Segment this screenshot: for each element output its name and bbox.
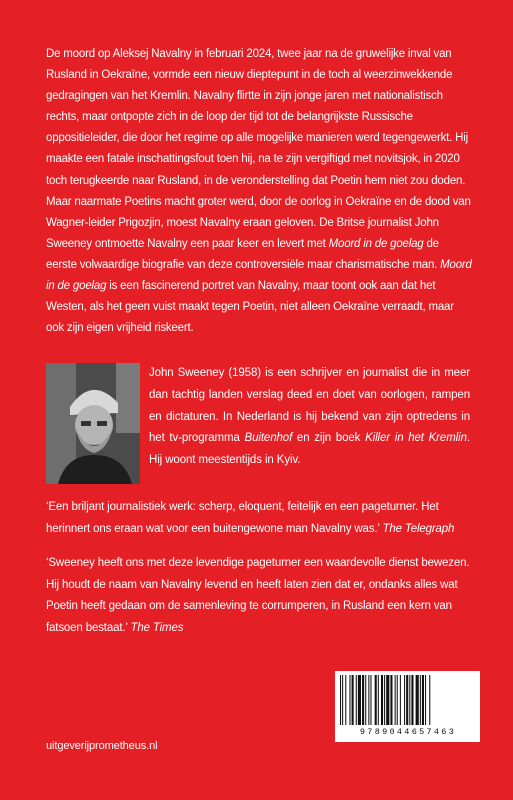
barcode-bar (345, 675, 346, 725)
quote-source: The Telegraph (382, 522, 455, 535)
barcode-bar (420, 675, 421, 725)
barcode-bar (425, 675, 426, 725)
barcode-bar (411, 675, 413, 725)
barcode-bar (400, 675, 401, 725)
review-quote (46, 497, 476, 540)
barcode-bar (429, 675, 430, 725)
barcode-bars (340, 675, 475, 725)
barcode-bar (386, 675, 389, 725)
book-title: Moord in de goelag (46, 258, 472, 293)
barcode-bar (406, 675, 408, 725)
barcode-bar (375, 675, 377, 725)
barcode-bar (384, 675, 385, 725)
barcode-bar (390, 675, 392, 725)
blurb-part: is een fascinerend portret van Navalny, maar toont ook aan dat het Westen, als het geen vuist maakt tegen Poetin, niet alleen Oekraïne verraadt, maar ook zijn eigen vrijheid riskeert. (46, 280, 454, 335)
author-bio: John Sweeney (1958) is een schrijver en journalist die in meer dan tachtig landen verslag deed en doet van oorlogen, rampen en dictaturen. In Nederland is hij bekend van zijn optredens in het tv-programma Buitenhof en zijn boek Killer in het Kremlin. Hij woont meestentijds in Kyiv. (149, 367, 471, 467)
barcode-bar (340, 675, 341, 725)
barcode-bar (349, 675, 350, 725)
blurb-part: de eerste volwaardige biografie van deze controversiële maar charismatische man. (46, 237, 441, 271)
barcode (335, 671, 480, 742)
barcode-bar (422, 675, 424, 725)
book-title: Moord in de goelag (328, 237, 424, 250)
barcode-bar (416, 675, 419, 725)
barcode-bar (368, 675, 369, 725)
quote-text: ‘Sweeney heeft ons met deze levendige pageturner een waardevolle dienst bewezen. Hij houdt de naam van Navalny levend en heeft laten zien dat er, ondanks alles wat Poetin heeft gedaan om de samenleving te corrumperen, in Rusland een kern van fatsoen bestaat.’ (46, 557, 470, 634)
barcode-bar (362, 675, 364, 725)
review-quote (46, 553, 476, 639)
blurb-part: De moord op Aleksej Navalny in februari 2024, twee jaar na de gruwelijke inval van Rusland in Oekraïne, vormde een nieuw dieptepunt in de toch al weerzinwekkende gedragingen van het Kremlin. Navalny flirtte in zijn jonge jaren met nationalistisch rechts, maar ontpopte zich in de loop der tijd tot de belangrijkste Russische oppositieleider, die door het regime op alle mogelijke manieren werd tegengewerkt. Hij maakte een fatale inschattingsfout toen hij, na te zijn vergiftigd met novitsjok, in 2020 toch terugkeerde naar Rusland, in de veronderstelling dat Poetin hem niet zou doden. Maar naarmate Poetins macht groter werd, door de oorlog in Oekraïne en de dood van Wagner-leider Prigozjin, moest Navalny eraan geloven. De Britse journalist John Sweeney ontmoette Navalny een paar keer en levert met (46, 48, 471, 250)
blurb-text (46, 44, 472, 339)
barcode-bar (356, 675, 357, 725)
barcode-bar (404, 675, 405, 725)
barcode-bar (358, 675, 361, 725)
isbn-number: 9789044657463 (359, 727, 457, 737)
quote-text: ‘Een briljant journalistiek werk: scherp, eloquent, feitelijk en een pageturner. Het herinnert ons eraan wat voor een buitengewone man Navalny was.’ (46, 501, 439, 535)
barcode-bar (397, 675, 398, 725)
publisher-website[interactable]: uitgeverijprometheus.nl (46, 740, 158, 752)
barcode-bar (365, 675, 366, 725)
barcode-bar (409, 675, 410, 725)
barcode-bar (352, 675, 354, 725)
barcode-bar (378, 675, 379, 725)
barcode-bar (381, 675, 383, 725)
book-title: Killer in het Kremlin (365, 432, 467, 445)
author-photo (46, 363, 140, 484)
quote-source: The Times (130, 621, 184, 634)
barcode-bar (395, 675, 396, 725)
barcode-bar (370, 675, 371, 725)
barcode-bar (342, 675, 343, 725)
tv-show-title: Buitenhof (244, 432, 293, 445)
